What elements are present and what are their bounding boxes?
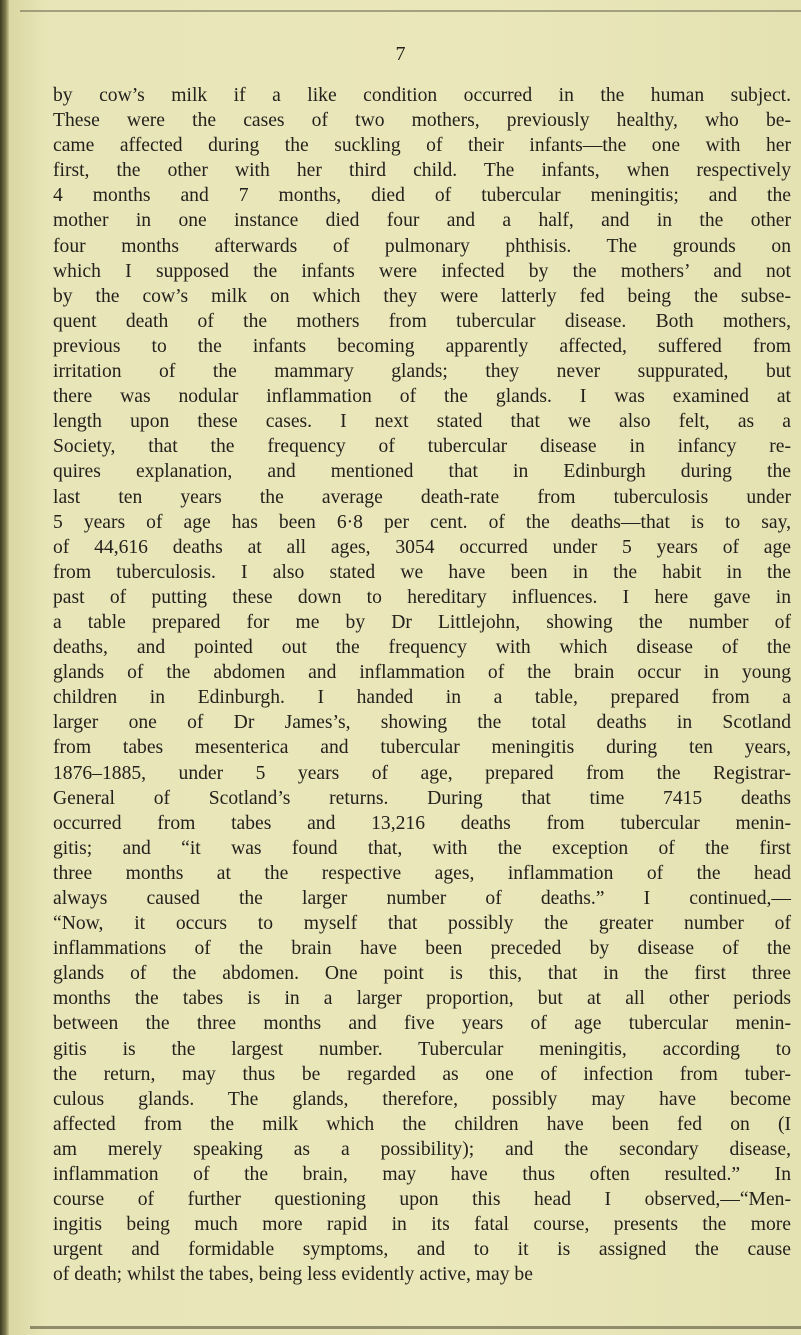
- text-line: four months afterwards of pulmonary phthisis. The grounds on: [53, 235, 791, 257]
- text-line: previous to the infants becoming apparently affected, suffered from: [53, 335, 791, 357]
- text-line: glands of the abdomen and inflammation of the brain occur in young: [53, 662, 791, 684]
- page-binding-edge: [0, 0, 9, 1335]
- text-line: length upon these cases. I next stated that we also felt, as a: [53, 411, 791, 433]
- text-line: months the tabes is in a larger proportion, but at all other periods: [53, 988, 791, 1010]
- text-line: These were the cases of two mothers, previously healthy, who be-: [53, 110, 791, 132]
- text-line: irritation of the mammary glands; they never suppurated, but: [53, 361, 791, 383]
- text-line: gitis is the largest number. Tubercular meningitis, according to: [53, 1038, 791, 1060]
- text-line: 5 years of age has been 6·8 per cent. of the deaths—that is to say,: [53, 511, 791, 533]
- text-line: quent death of the mothers from tubercular disease. Both mothers,: [53, 310, 791, 332]
- text-line: gitis; and “it was found that, with the exception of the first: [53, 837, 791, 859]
- text-line: “Now, it occurs to myself that possibly the greater number of: [53, 913, 791, 935]
- page-number: 7: [395, 43, 406, 65]
- text-line: affected from the milk which the children have been fed on (I: [53, 1113, 791, 1135]
- text-line: culous glands. The glands, therefore, possibly may have become: [53, 1088, 791, 1110]
- text-line: mother in one instance died four and a half, and in the other: [53, 210, 791, 232]
- text-line: last ten years the average death-rate from tuberculosis under: [53, 486, 791, 508]
- text-line: 1876–1885, under 5 years of age, prepared from the Registrar-: [53, 762, 791, 784]
- text-line: of 44,616 deaths at all ages, 3054 occurred under 5 years of age: [53, 536, 791, 558]
- text-line: inflammation of the brain, may have thus often resulted.” In: [53, 1164, 791, 1186]
- bottom-page-edge: [30, 1326, 801, 1329]
- text-line: by cow’s milk if a like condition occurred in the human subject.: [53, 85, 791, 106]
- text-line: ingitis being much more rapid in its fatal course, presents the more: [53, 1214, 791, 1236]
- text-line: General of Scotland’s returns. During that time 7415 deaths: [53, 787, 791, 809]
- text-line: from tuberculosis. I also stated we have been in the habit in the: [53, 561, 791, 583]
- text-line: deaths, and pointed out the frequency with which disease of the: [53, 637, 791, 659]
- top-page-edge: [20, 10, 801, 12]
- text-line: a table prepared for me by Dr Littlejohn, showing the number of: [53, 611, 791, 633]
- body-text: [53, 83, 791, 1288]
- text-line: by the cow’s milk on which they were latterly fed being the subse-: [53, 285, 791, 307]
- text-line: occurred from tabes and 13,216 deaths from tubercular menin-: [53, 812, 791, 834]
- text-line: came affected during the suckling of their infants—the one with her: [53, 135, 791, 157]
- text-line: course of further questioning upon this head I observed,—“Men-: [53, 1189, 791, 1211]
- text-line: from tabes mesenterica and tubercular meningitis during ten years,: [53, 737, 791, 759]
- text-line: of death; whilst the tabes, being less evidently active, may be: [53, 1264, 533, 1286]
- text-line: between the three months and five years of age tubercular menin-: [53, 1013, 791, 1035]
- text-line: 4 months and 7 months, died of tubercular meningitis; and the: [53, 185, 791, 207]
- text-line: glands of the abdomen. One point is this, that in the first three: [53, 963, 791, 985]
- text-line: urgent and formidable symptoms, and to it is assigned the cause: [53, 1239, 791, 1261]
- text-line: which I supposed the infants were infected by the mothers’ and not: [53, 260, 791, 282]
- text-line: first, the other with her third child. The infants, when respectively: [53, 160, 791, 182]
- text-line: children in Edinburgh. I handed in a table, prepared from a: [53, 687, 791, 709]
- text-line: quires explanation, and mentioned that in Edinburgh during the: [53, 461, 791, 483]
- text-line: past of putting these down to hereditary influences. I here gave in: [53, 586, 791, 608]
- text-line: larger one of Dr James’s, showing the total deaths in Scotland: [53, 712, 791, 734]
- text-line: the return, may thus be regarded as one of infection from tuber-: [53, 1063, 791, 1085]
- text-line: Society, that the frequency of tubercular disease in infancy re-: [53, 436, 791, 458]
- text-line: inflammations of the brain have been preceded by disease of the: [53, 938, 791, 960]
- text-line: always caused the larger number of deaths.” I continued,—: [53, 888, 791, 909]
- text-line: there was nodular inflammation of the glands. I was examined at: [53, 386, 791, 408]
- text-line: am merely speaking as a possibility); and the secondary disease,: [53, 1138, 791, 1160]
- text-line: three months at the respective ages, inflammation of the head: [53, 862, 791, 884]
